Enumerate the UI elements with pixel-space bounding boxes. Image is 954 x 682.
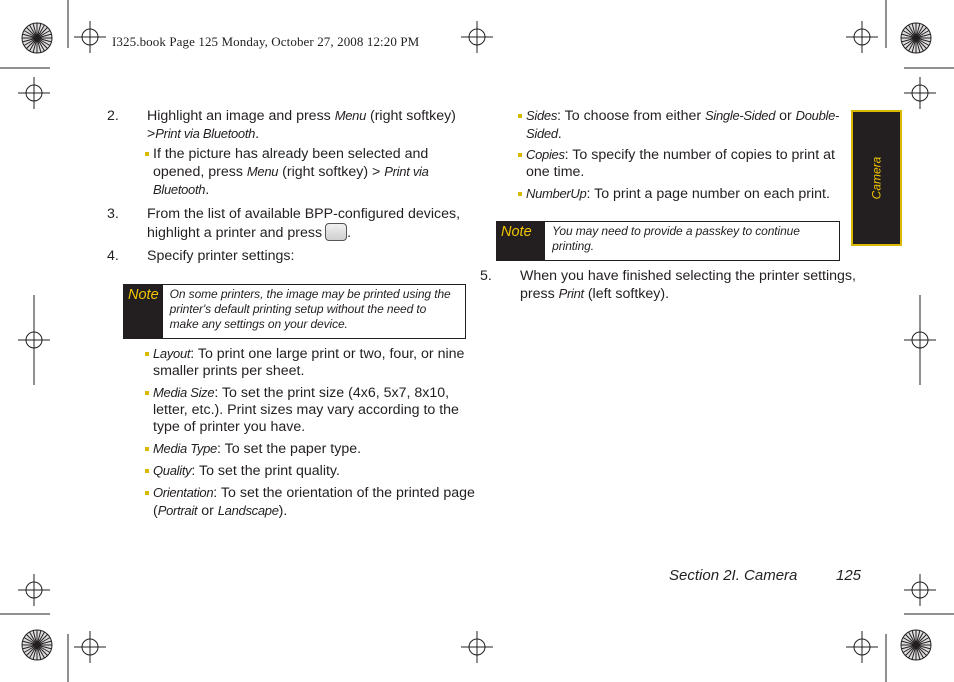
note-text: You may need to provide a passkey to continue printing. (552, 224, 800, 253)
bullet-media-type: Media Type: To set the paper type. (145, 440, 478, 458)
bullet-quality: Quality: To set the print quality. (145, 462, 478, 480)
bullet-numberup: NumberUp: To print a page number on each print. (518, 185, 852, 203)
step-5: 5. When you have finished selecting the printer settings, press Print (left softkey). (480, 268, 856, 302)
step-2: 2. Highlight an image and press Menu (right softkey) >Print via Bluetooth. (107, 108, 456, 142)
step-4: 4. Specify printer settings: (107, 248, 295, 264)
note-box-printer-defaults (123, 284, 466, 339)
print-header: I325.book Page 125 Monday, October 27, 2008 12:20 PM (112, 34, 420, 49)
bullet-orientation: Orientation: To set the orientation of the printed page (Portrait or Landscape). (145, 484, 478, 520)
bullet-media-size: Media Size: To set the print size (4x6, 5x7, 8x10, letter, etc.). Print sizes may vary according to the type of printer you have. (145, 384, 478, 436)
section-tab (851, 110, 902, 246)
note-text: On some printers, the image may be printed using the printer's default printing setup without the need to make any settings on your device. (169, 287, 451, 331)
footer-section: Section 2I. Camera (669, 567, 798, 584)
footer-page-number: 125 (836, 567, 862, 584)
section-tab-label: Camera (869, 156, 883, 200)
note-label: Note (124, 285, 163, 338)
bullet-copies: Copies: To specify the number of copies to print at one time. (518, 146, 852, 181)
ok-key-icon (325, 223, 347, 241)
bullet-sides: Sides: To choose from either Single-Sided or Double-Sided. (518, 107, 852, 143)
note-label: Note (497, 222, 545, 260)
step-3: 3. From the list of available BPP-configured devices, highlight a printer and press . (107, 206, 461, 241)
bullet-layout: Layout: To print one large print or two, four, or nine smaller prints per sheet. (145, 345, 478, 380)
step-2-bullet: If the picture has already been selected and opened, press Menu (right softkey) > Print via Bluetooth. (145, 146, 478, 199)
note-box-passkey (496, 221, 840, 261)
